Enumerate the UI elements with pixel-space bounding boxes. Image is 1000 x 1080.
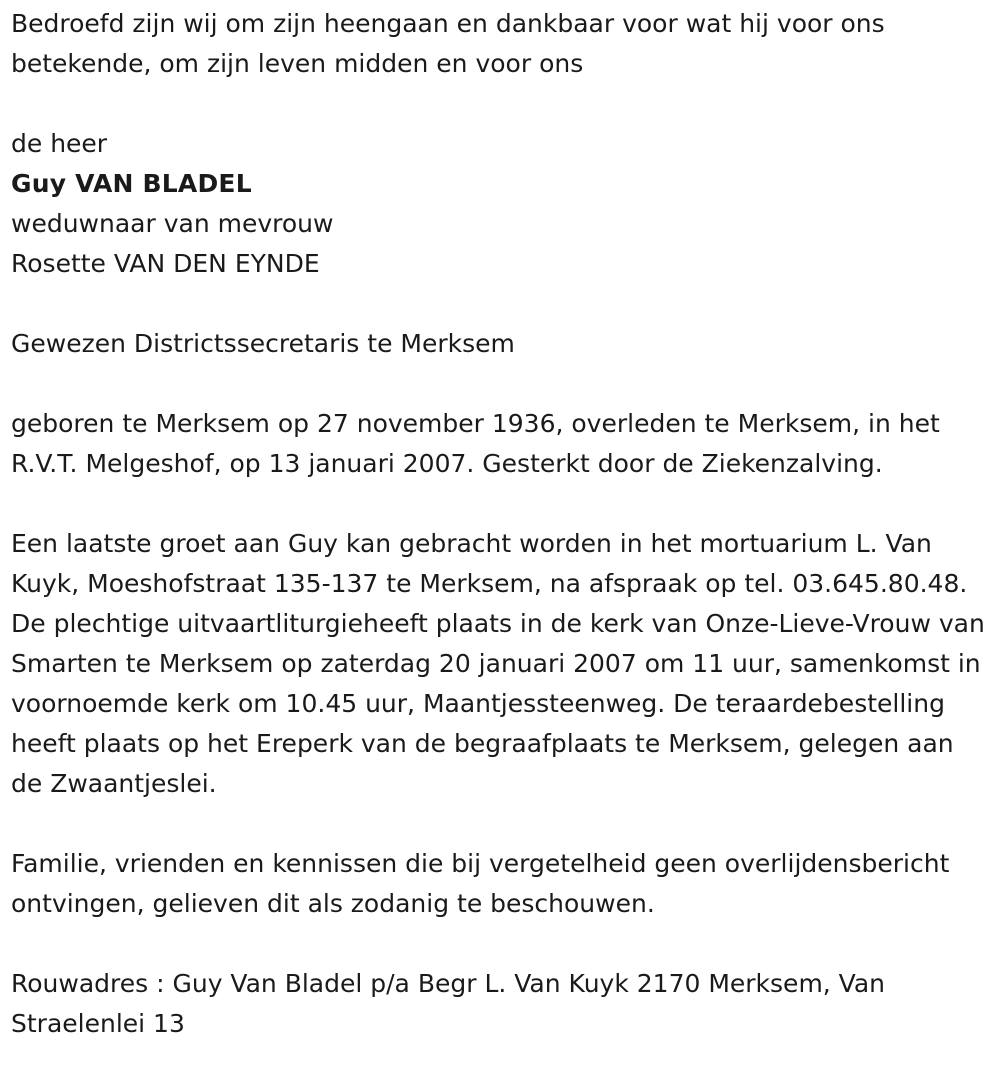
spacer [11,804,992,844]
funeral-paragraph: Een laatste groet aan Guy kan gebracht worden in het mortuarium L. Van Kuyk, Moeshofstraat 135-137 te Merksem, na afspraak op tel. 03.645.80.48. De plechtige uitvaartliturgieheeft plaats in de kerk van Onze-Lieve-Vrouw van Smarten te Merksem op zaterdag 20 januari 2007 om 11 uur, samenkomst in voornoemde kerk om 10.45 uur, Maantjessteenweg. De teraardebestelling heeft plaats op het Ereperk van de begraafplaats te Merksem, gelegen aan de Zwaantjeslei. [11,529,985,798]
spacer [11,924,992,964]
widower-line: weduwnaar van mevrouw [11,209,334,238]
spacer [11,84,992,124]
deceased-name: Guy VAN BLADEL [11,169,252,198]
occupation-line: Gewezen Districtssecretaris te Merksem [11,329,515,358]
spacer [11,484,992,524]
notice-paragraph: Familie, vrienden en kennissen die bij vergetelheid geen overlijdensbericht ontvingen, gelieven dit als zodanig te beschouwen. [11,849,950,918]
birth-death-paragraph: geboren te Merksem op 27 november 1936, overleden te Merksem, in het R.V.T. Melgeshof, op 13 januari 2007. Gesterkt door de Ziekenzalving. [11,409,940,478]
spouse-name: Rosette VAN DEN EYNDE [11,249,320,278]
intro-paragraph: Bedroefd zijn wij om zijn heengaan en dankbaar voor wat hij voor ons betekende, om zijn leven midden en voor ons [11,9,885,78]
honorific-line: de heer [11,129,108,158]
spacer [11,284,992,324]
mourning-address: Rouwadres : Guy Van Bladel p/a Begr L. Van Kuyk 2170 Merksem, Van Straelenlei 13 [11,969,886,1038]
spacer [11,364,992,404]
